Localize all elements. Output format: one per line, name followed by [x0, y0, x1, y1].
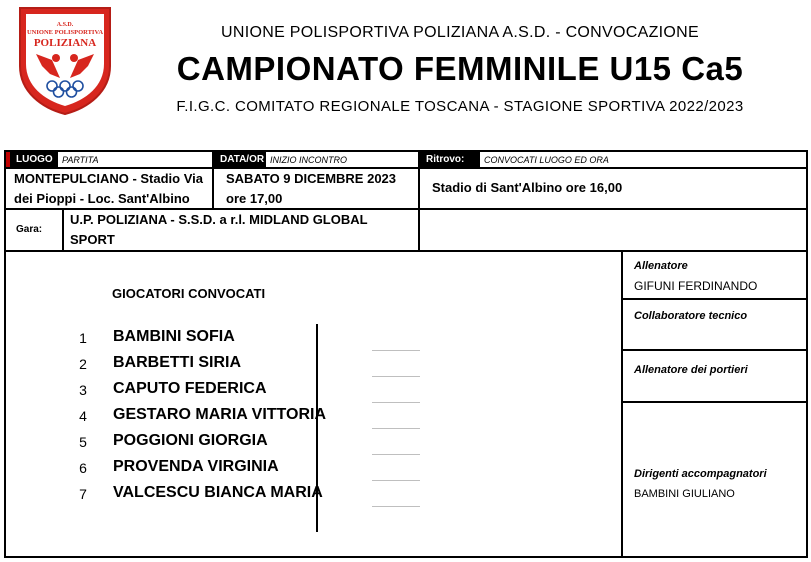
grid-line: [372, 402, 420, 403]
grid-line: [372, 428, 420, 429]
divider: [621, 250, 623, 558]
ritrovo-value: Stadio di Sant'Albino ore 16,00: [432, 180, 623, 195]
player-row: [68, 380, 328, 406]
luogo-line-2: dei Pioppi - Loc. Sant'Albino: [14, 191, 190, 206]
player-name: CAPUTO FEDERICA: [113, 380, 267, 397]
gara-line-1: U.P. POLIZIANA - S.S.D. a r.l. MIDLAND GLOBAL: [70, 212, 368, 227]
grid-line: [372, 454, 420, 455]
player-row: [68, 354, 328, 380]
ritrovo-label: Ritrovo:: [420, 152, 480, 168]
organization-line: UNIONE POLISPORTIVA POLIZIANA A.S.D. - CONVOCAZIONE: [221, 24, 699, 41]
dirigenti-label: Dirigenti accompagnatori: [634, 468, 767, 480]
divider: [621, 349, 808, 351]
divider: [621, 401, 808, 403]
page-subtitle: F.I.G.C. COMITATO REGIONALE TOSCANA - STAGIONE SPORTIVA 2022/2023: [176, 98, 744, 115]
luogo-hint: PARTITA: [62, 155, 99, 165]
portieri-label: Allenatore dei portieri: [634, 364, 748, 376]
divider: [62, 208, 64, 252]
data-line-1: SABATO 9 DICEMBRE 2023: [226, 171, 397, 186]
allenatore-value: GIFUNI FERDINANDO: [634, 279, 758, 293]
svg-text:UNIONE POLISPORTIVA: UNIONE POLISPORTIVA: [26, 29, 104, 36]
dirigenti-value: BAMBINI GIULIANO: [634, 488, 735, 500]
luogo-label: LUOGO: [6, 152, 58, 168]
player-row: [68, 484, 328, 510]
svg-text:A.S.D.: A.S.D.: [56, 22, 74, 28]
player-name: BARBETTI SIRIA: [113, 354, 241, 371]
grid-line: [372, 376, 420, 377]
player-number: 7: [79, 486, 87, 502]
player-name: PROVENDA VIRGINIA: [113, 458, 279, 475]
player-name: GESTARO MARIA VITTORIA: [113, 406, 327, 423]
player-list: [68, 328, 328, 510]
data-line-2: ore 17,00: [226, 191, 283, 206]
player-number: 3: [79, 382, 87, 398]
player-row: [68, 328, 328, 354]
player-number: 4: [79, 408, 87, 424]
divider: [4, 250, 808, 252]
player-row: [68, 432, 328, 458]
data-value: [226, 169, 416, 209]
luogo-value: [14, 169, 210, 209]
data-label: DATA/OR: [214, 152, 266, 168]
svg-text:POLIZIANA: POLIZIANA: [33, 37, 97, 49]
player-name: POGGIONI GIORGIA: [113, 432, 268, 449]
data-hint: INIZIO INCONTRO: [270, 155, 347, 165]
player-name: BAMBINI SOFIA: [113, 328, 235, 345]
player-row: [68, 406, 328, 432]
roster-title: GIOCATORI CONVOCATI: [112, 286, 266, 301]
divider: [621, 298, 808, 300]
gara-label: Gara:: [16, 224, 43, 235]
allenatore-label: Allenatore: [634, 260, 688, 272]
club-logo: [14, 4, 116, 116]
grid-line: [372, 480, 420, 481]
grid-line: [372, 506, 420, 507]
ritrovo-hint: CONVOCATI LUOGO ED ORA: [484, 155, 609, 165]
luogo-line-1: MONTEPULCIANO - Stadio Via: [14, 171, 203, 186]
collaboratore-label: Collaboratore tecnico: [634, 310, 748, 322]
player-name: VALCESCU BIANCA MARIA: [113, 484, 323, 501]
player-number: 6: [79, 460, 87, 476]
divider: [212, 150, 214, 210]
gara-value: [70, 210, 416, 250]
page-title: CAMPIONATO FEMMINILE U15 Ca5: [176, 50, 744, 87]
divider: [418, 150, 420, 252]
gara-line-2: SPORT: [70, 232, 115, 247]
player-number: 1: [79, 330, 87, 346]
player-row: [68, 458, 328, 484]
player-number: 2: [79, 356, 87, 372]
player-number: 5: [79, 434, 87, 450]
grid-line: [372, 350, 420, 351]
